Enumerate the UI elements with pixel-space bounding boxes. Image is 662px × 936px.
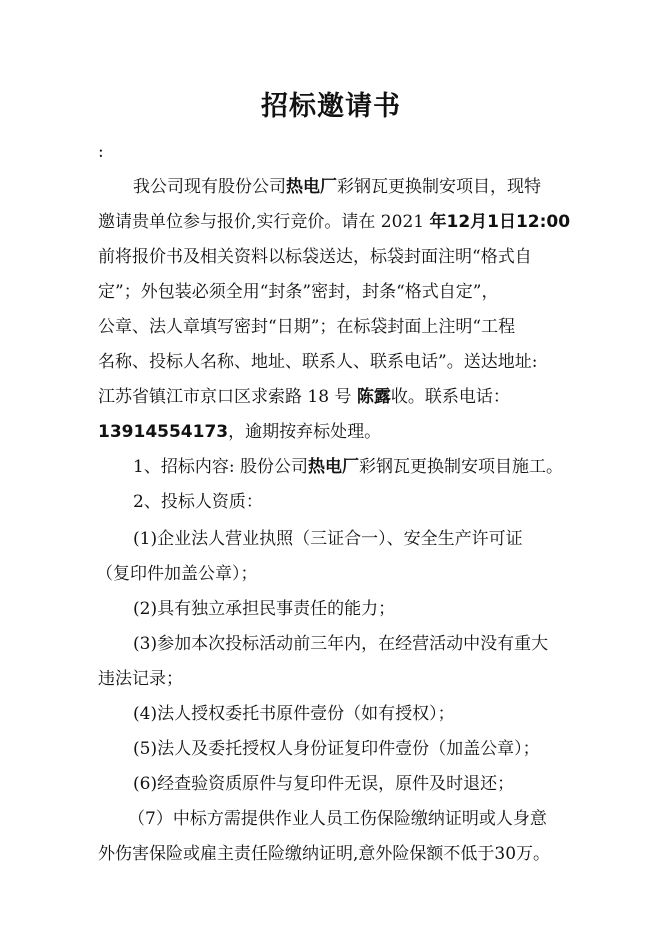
- contact-phone: 13914554173: [98, 422, 229, 442]
- intro-line-2: [98, 210, 570, 234]
- plant-name: 热电厂: [286, 177, 337, 197]
- intro-line-8: [98, 420, 381, 444]
- contact-name: 陈露: [356, 387, 391, 407]
- qualification-3a: (3)参加本次投标活动前三年内，在经营活动中没有重大: [133, 634, 549, 654]
- intro-line-5: 公章、法人章填写密封“日期”；在标袋封面上注明“工程: [98, 317, 516, 337]
- intro-text: 我公司现有股份公司: [133, 177, 286, 197]
- qualification-2: (2)具有独立承担民事责任的能力；: [133, 599, 396, 619]
- qualification-6: (6)经查验资质原件与复印件无误，原件及时退还；: [133, 774, 515, 794]
- intro-line-3: 前将报价书及相关资料以标袋送达，标袋封面注明“格式自: [98, 247, 532, 267]
- item-text: 彩钢瓦更换制安项目施工。: [358, 457, 563, 477]
- qualification-7a: （7）中标方需提供作业人员工伤保险缴纳证明或人身意: [128, 809, 547, 829]
- intro-text: ，逾期按弃标处理。: [228, 422, 382, 442]
- document-title: 招标邀请书: [261, 91, 401, 122]
- item-2: 2、投标人资质：: [133, 492, 263, 512]
- qualification-5: (5)法人及委托授权人身份证复印件壹份（加盖公章）；: [133, 739, 540, 759]
- intro-line-7: [98, 385, 510, 409]
- intro-text: 彩钢瓦更换制安项目，现特: [337, 177, 541, 197]
- qualification-1a: (1)企业法人营业执照（三证合一）、安全生产许可证: [133, 529, 523, 549]
- intro-line-6: 名称、投标人名称、地址、联系人、联系电话”。送达地址:: [98, 352, 538, 372]
- qualification-7b: 外伤害保险或雇主责任险缴纳证明,意外险保额不低于30万。: [98, 844, 551, 864]
- item-1: [133, 455, 563, 479]
- qualification-4: (4)法人授权委托书原件壹份（如有授权）；: [133, 704, 455, 724]
- salutation: :: [98, 142, 104, 162]
- plant-name: 热电厂: [307, 457, 359, 477]
- intro-text: 邀请贵单位参与报价,实行竞价。请在 2021: [98, 212, 430, 232]
- qualification-3b: 违法记录；: [98, 669, 183, 689]
- deadline: 年12月1日12:00: [429, 212, 571, 232]
- intro-line-1: [133, 175, 541, 199]
- intro-line-4: 定”；外包装必须全用“封条”密封，封条“格式自定”，: [98, 282, 499, 302]
- intro-text: 收。联系电话：: [390, 387, 510, 407]
- qualification-1b: （复印件加盖公章）；: [96, 564, 258, 584]
- item-text: 1、招标内容: 股份公司: [133, 457, 308, 477]
- address: 江苏省镇江市京口区求索路 18 号: [98, 387, 357, 407]
